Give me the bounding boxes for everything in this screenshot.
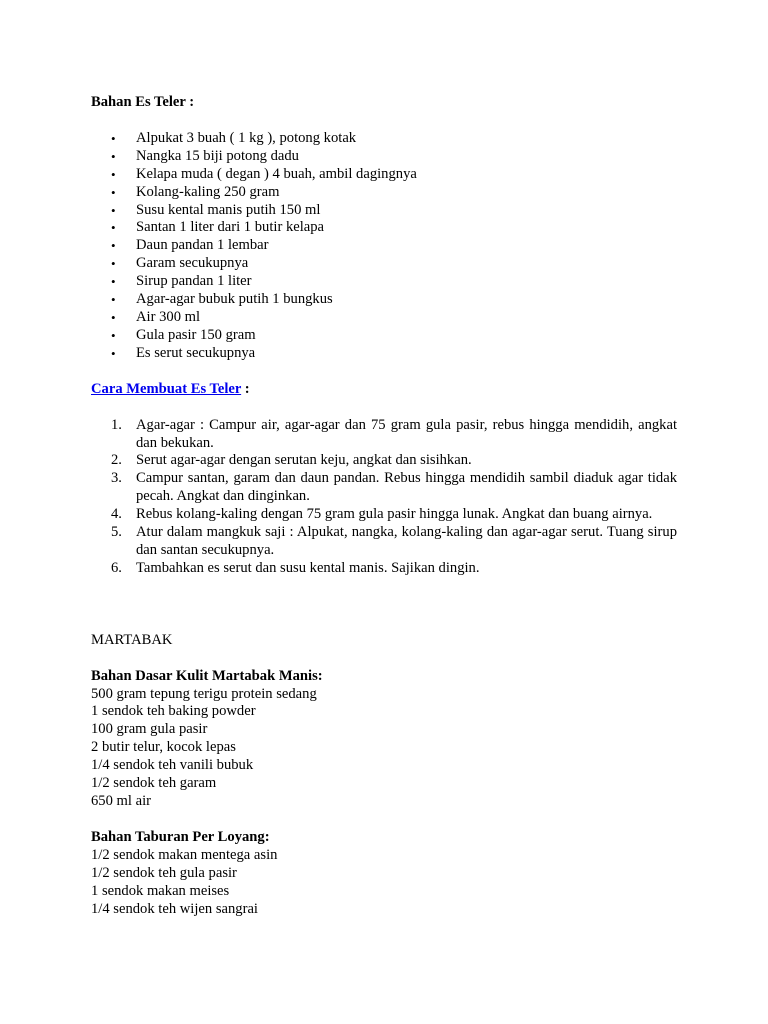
- step-number: 1.: [111, 416, 122, 433]
- es-teler-method-heading: [91, 381, 677, 399]
- ingredient-text: Santan 1 liter dari 1 butir kelapa: [136, 219, 325, 236]
- ingredient-text: Gula pasir 150 gram: [136, 326, 256, 343]
- spacer: [91, 811, 677, 829]
- list-item: [91, 291, 677, 309]
- base-item: 1/4 sendok teh vanili bubuk: [91, 757, 254, 774]
- bullet-icon: •: [111, 327, 116, 343]
- bullet-icon: •: [111, 274, 116, 290]
- es-teler-steps-list: [91, 417, 677, 578]
- ingredient-text: Sirup pandan 1 liter: [136, 273, 252, 290]
- ingredient-text: Agar-agar bubuk putih 1 bungkus: [136, 291, 333, 308]
- es-teler-ingredients-heading: Bahan Es Teler :: [91, 94, 195, 110]
- step-text: Campur santan, garam dan daun pandan. Rebus hingga mendidih sambil diaduk agar tidak pecah. Angkat dan dinginkan.: [136, 470, 677, 505]
- step-number: 5.: [111, 524, 122, 541]
- martabak-base-heading: Bahan Dasar Kulit Martabak Manis:: [91, 667, 323, 684]
- bullet-icon: •: [111, 184, 116, 200]
- ingredient-text: Kelapa muda ( degan ) 4 buah, ambil dagingnya: [136, 165, 417, 182]
- step-number: 3.: [111, 470, 122, 487]
- step-item: [91, 470, 677, 506]
- es-teler-ingredients-list: [91, 130, 677, 363]
- martabak-topping-list: [91, 847, 677, 919]
- ingredient-text: Es serut secukupnya: [136, 344, 256, 361]
- martabak-title: MARTABAK: [91, 631, 173, 648]
- list-item: [91, 219, 677, 237]
- step-item: [91, 506, 677, 524]
- list-item: [91, 327, 677, 345]
- spacer: [91, 399, 677, 417]
- spacer: [91, 363, 677, 381]
- martabak-base-list: [91, 686, 677, 811]
- method-link[interactable]: Cara Membuat Es Teler: [91, 380, 242, 397]
- bullet-icon: •: [111, 345, 116, 361]
- step-text: Atur dalam mangkuk saji : Alpukat, nangka, kolang-kaling dan agar-agar serut. Tuang sirup dan santan secukupnya.: [136, 524, 677, 558]
- step-text: Rebus kolang-kaling dengan 75 gram gula pasir hingga lunak. Angkat dan buang airnya.: [136, 506, 653, 523]
- base-item: 1 sendok teh baking powder: [91, 703, 256, 720]
- topping-item: 1/4 sendok teh wijen sangrai: [91, 900, 258, 917]
- base-item: 1/2 sendok teh garam: [91, 775, 217, 792]
- topping-item: 1/2 sendok teh gula pasir: [91, 864, 237, 881]
- list-item: [91, 130, 677, 148]
- step-number: 4.: [111, 506, 122, 523]
- step-number: 6.: [111, 559, 122, 576]
- martabak-topping-heading: Bahan Taburan Per Loyang:: [91, 828, 270, 845]
- ingredient-text: Nangka 15 biji potong dadu: [136, 147, 299, 164]
- list-item: [91, 202, 677, 220]
- ingredient-text: Susu kental manis putih 150 ml: [136, 201, 321, 218]
- base-item: 650 ml air: [91, 793, 151, 809]
- ingredient-text: Garam secukupnya: [136, 255, 249, 272]
- base-item: 2 butir telur, kocok lepas: [91, 739, 236, 756]
- step-item: [91, 560, 677, 578]
- list-item: [91, 148, 677, 166]
- ingredient-text: Kolang-kaling 250 gram: [136, 183, 280, 200]
- step-text: Tambahkan es serut dan susu kental manis. Sajikan dingin.: [136, 559, 480, 576]
- bullet-icon: •: [111, 292, 116, 308]
- step-item: [91, 524, 677, 560]
- ingredient-text: Air 300 ml: [136, 308, 201, 325]
- list-item: [91, 184, 677, 202]
- step-text: Agar-agar : Campur air, agar-agar dan 75 gram gula pasir, rebus hingga mendidih, angkat dan bekukan.: [136, 416, 677, 451]
- spacer: [91, 650, 677, 668]
- bullet-icon: •: [111, 256, 116, 272]
- base-item: 500 gram tepung terigu protein sedang: [91, 685, 317, 702]
- list-item: [91, 345, 677, 363]
- bullet-icon: •: [111, 130, 116, 146]
- ingredient-text: Daun pandan 1 lembar: [136, 237, 269, 254]
- method-heading-suffix: :: [241, 380, 250, 397]
- spacer: [91, 112, 677, 130]
- bullet-icon: •: [111, 238, 116, 254]
- spacer: [91, 578, 677, 632]
- base-item: 100 gram gula pasir: [91, 721, 208, 738]
- topping-item: 1 sendok makan meises: [91, 882, 230, 899]
- list-item: [91, 166, 677, 184]
- list-item: [91, 273, 677, 291]
- step-number: 2.: [111, 452, 122, 469]
- list-item: [91, 237, 677, 255]
- bullet-icon: •: [111, 220, 116, 236]
- list-item: [91, 309, 677, 327]
- bullet-icon: •: [111, 202, 116, 218]
- topping-item: 1/2 sendok makan mentega asin: [91, 846, 278, 863]
- step-item: [91, 417, 677, 453]
- list-item: [91, 255, 677, 273]
- ingredient-text: Alpukat 3 buah ( 1 kg ), potong kotak: [136, 129, 357, 146]
- bullet-icon: •: [111, 148, 116, 164]
- step-item: [91, 452, 677, 470]
- document-content: [91, 94, 677, 918]
- bullet-icon: •: [111, 309, 116, 325]
- step-text: Serut agar-agar dengan serutan keju, angkat dan sisihkan.: [136, 452, 472, 469]
- bullet-icon: •: [111, 166, 116, 182]
